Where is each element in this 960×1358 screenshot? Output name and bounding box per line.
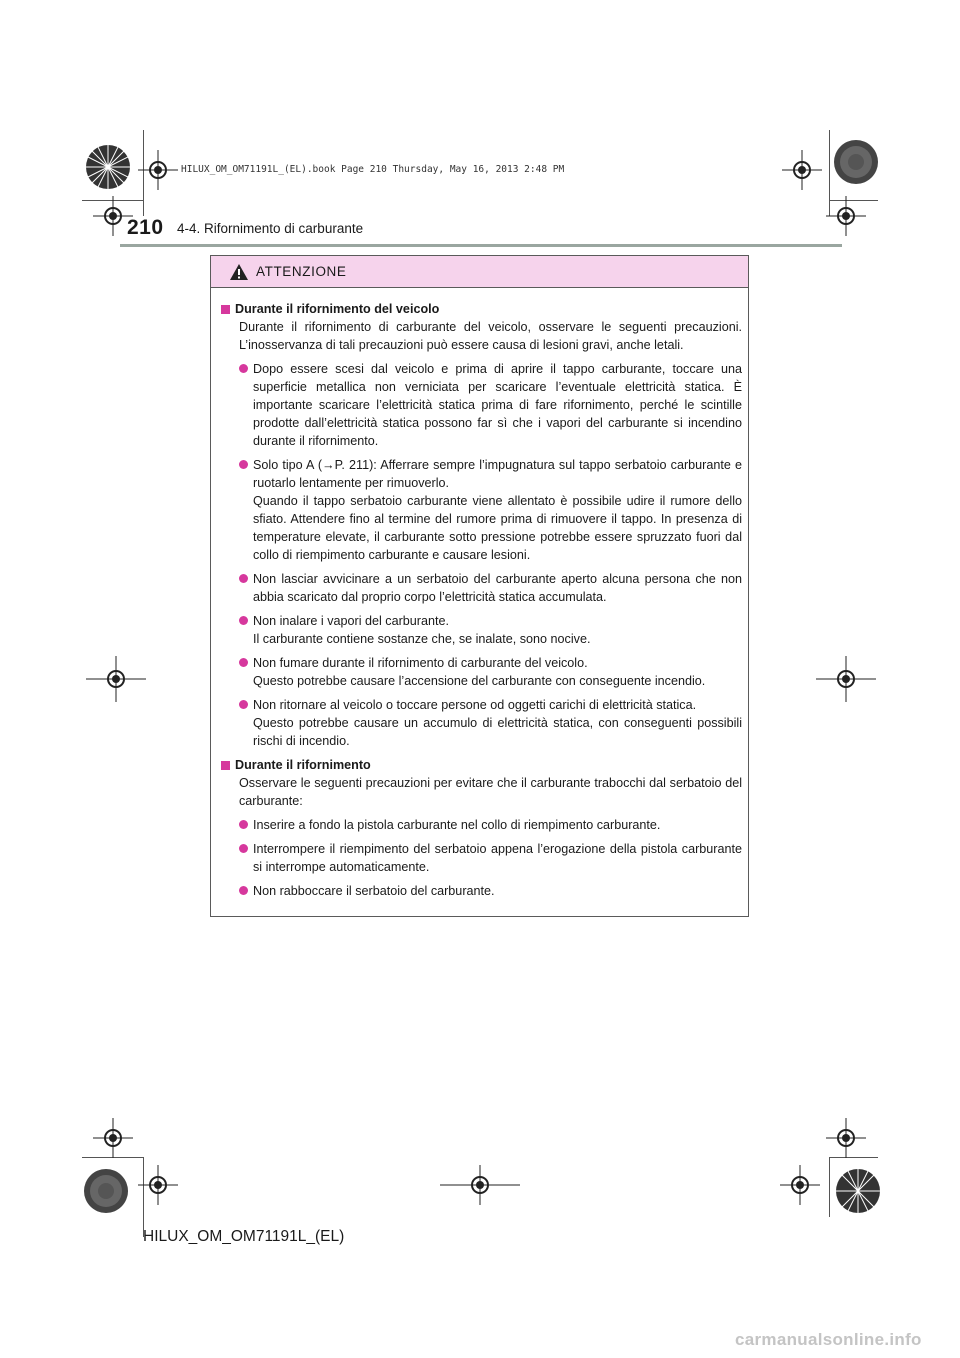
watermark: carmanualsonline.info	[735, 1330, 922, 1349]
warning-triangle-icon	[229, 263, 249, 281]
crosshair-icon	[138, 1165, 178, 1205]
crosshair-icon	[86, 656, 146, 702]
square-bullet-icon	[221, 305, 230, 314]
registration-mark-icon	[830, 136, 882, 188]
square-bullet-icon	[221, 761, 230, 770]
section-heading	[221, 300, 742, 318]
crosshair-icon	[780, 1165, 820, 1205]
section-heading-text: Durante il rifornimento	[235, 758, 371, 772]
list-item	[239, 816, 742, 834]
list-item-text: Dopo essere scesi dal veicolo e prima di aprire il tappo carburante, toccare una superficie metallica non verniciata per scaricare l’eventuale elettricità statica. È importante scaricare l’elettricità statica prima di fare rifornimento, perché le scintille prodotte dall’elettricità statica possono far sì che i vapori del carburante si incendino durante il rifornimento.	[253, 362, 742, 448]
list-item	[239, 570, 742, 606]
warning-section	[221, 300, 742, 750]
warning-title: ATTENZIONE	[256, 264, 347, 279]
section-intro: Osservare le seguenti precauzioni per evitare che il carburante trabocchi dal serbatoio del carburante:	[239, 776, 742, 808]
page-number: 210	[127, 216, 164, 239]
list-item	[239, 840, 742, 876]
round-bullet-icon	[239, 574, 248, 583]
list-item	[239, 654, 742, 690]
list-item	[239, 696, 742, 750]
round-bullet-icon	[239, 460, 248, 469]
round-bullet-icon	[239, 658, 248, 667]
round-bullet-icon	[239, 844, 248, 853]
section-heading-text: Durante il rifornimento del veicolo	[235, 302, 440, 316]
crosshair-icon	[782, 150, 822, 190]
crosshair-icon	[826, 1118, 866, 1158]
footer-doc-code: HILUX_OM_OM71191L_(EL)	[143, 1228, 345, 1245]
round-bullet-icon	[239, 820, 248, 829]
list-item	[239, 456, 742, 564]
round-bullet-icon	[239, 364, 248, 373]
list-item-text: Non fumare durante il rifornimento di carburante del veicolo. Questo potrebbe causare l’accensione del carburante con conseguente incendio.	[253, 656, 706, 688]
warning-box	[210, 255, 749, 917]
list-item	[239, 612, 742, 648]
crosshair-icon	[816, 656, 876, 702]
list-item-text: Solo tipo A (→P. 211): Afferrare sempre l’impugnatura sul tappo serbatoio carburante e ruotarlo lentamente per rimuoverlo. Quando il tappo serbatoio carburante viene allentato è possibile udire il rumore dello sfiato. Attendere fino al termine del rumore prima di rimuovere il tappo. In presenza di temperature elevate, il carburante sotto pressione potrebbe essere spruzzato fuori dal collo di riempimento carburante e causare lesioni.	[253, 458, 742, 562]
list-item-text: Non inalare i vapori del carburante. Il carburante contiene sostanze che, se inalate, sono nocive.	[253, 614, 591, 646]
round-bullet-icon	[239, 616, 248, 625]
crosshair-icon	[138, 150, 178, 190]
book-info: HILUX_OM_OM71191L_(EL).book Page 210 Thursday, May 16, 2013 2:48 PM	[181, 164, 565, 175]
list-item-text: Non lasciar avvicinare a un serbatoio del carburante aperto alcuna persona che non abbia scaricato dal proprio corpo l’elettricità statica accumulata.	[253, 572, 742, 604]
crosshair-icon	[826, 196, 866, 236]
registration-mark-icon	[80, 1165, 132, 1217]
round-bullet-icon	[239, 700, 248, 709]
section-heading	[221, 756, 742, 774]
list-item	[239, 360, 742, 450]
registration-mark-icon	[82, 141, 134, 193]
list-item-text: Interrompere il riempimento del serbatoio appena l’erogazione della pistola carburante si interrompe automaticamente.	[253, 842, 742, 874]
warning-section	[221, 756, 742, 900]
round-bullet-icon	[239, 886, 248, 895]
section-intro: Durante il rifornimento di carburante del veicolo, osservare le seguenti precauzioni. L’inosservanza di tali precauzioni può essere causa di lesioni gravi, anche letali.	[239, 320, 742, 352]
list-item-text: Inserire a fondo la pistola carburante nel collo di riempimento carburante.	[253, 818, 661, 832]
warning-header	[211, 256, 748, 288]
header-rule	[120, 244, 842, 247]
list-item	[239, 882, 742, 900]
crosshair-icon	[93, 1118, 133, 1158]
crop-mark	[829, 1157, 830, 1217]
list-item-text: Non rabboccare il serbatoio del carburante.	[253, 884, 495, 898]
registration-mark-icon	[832, 1165, 884, 1217]
crosshair-icon	[440, 1165, 520, 1205]
warning-body	[211, 288, 748, 900]
list-item-text: Non ritornare al veicolo o toccare persone od oggetti carichi di elettricità statica. Questo potrebbe causare un accumulo di elettricità statica, con conseguenti possibili rischi di incendio.	[253, 698, 742, 748]
section-title: 4-4. Rifornimento di carburante	[177, 221, 364, 236]
